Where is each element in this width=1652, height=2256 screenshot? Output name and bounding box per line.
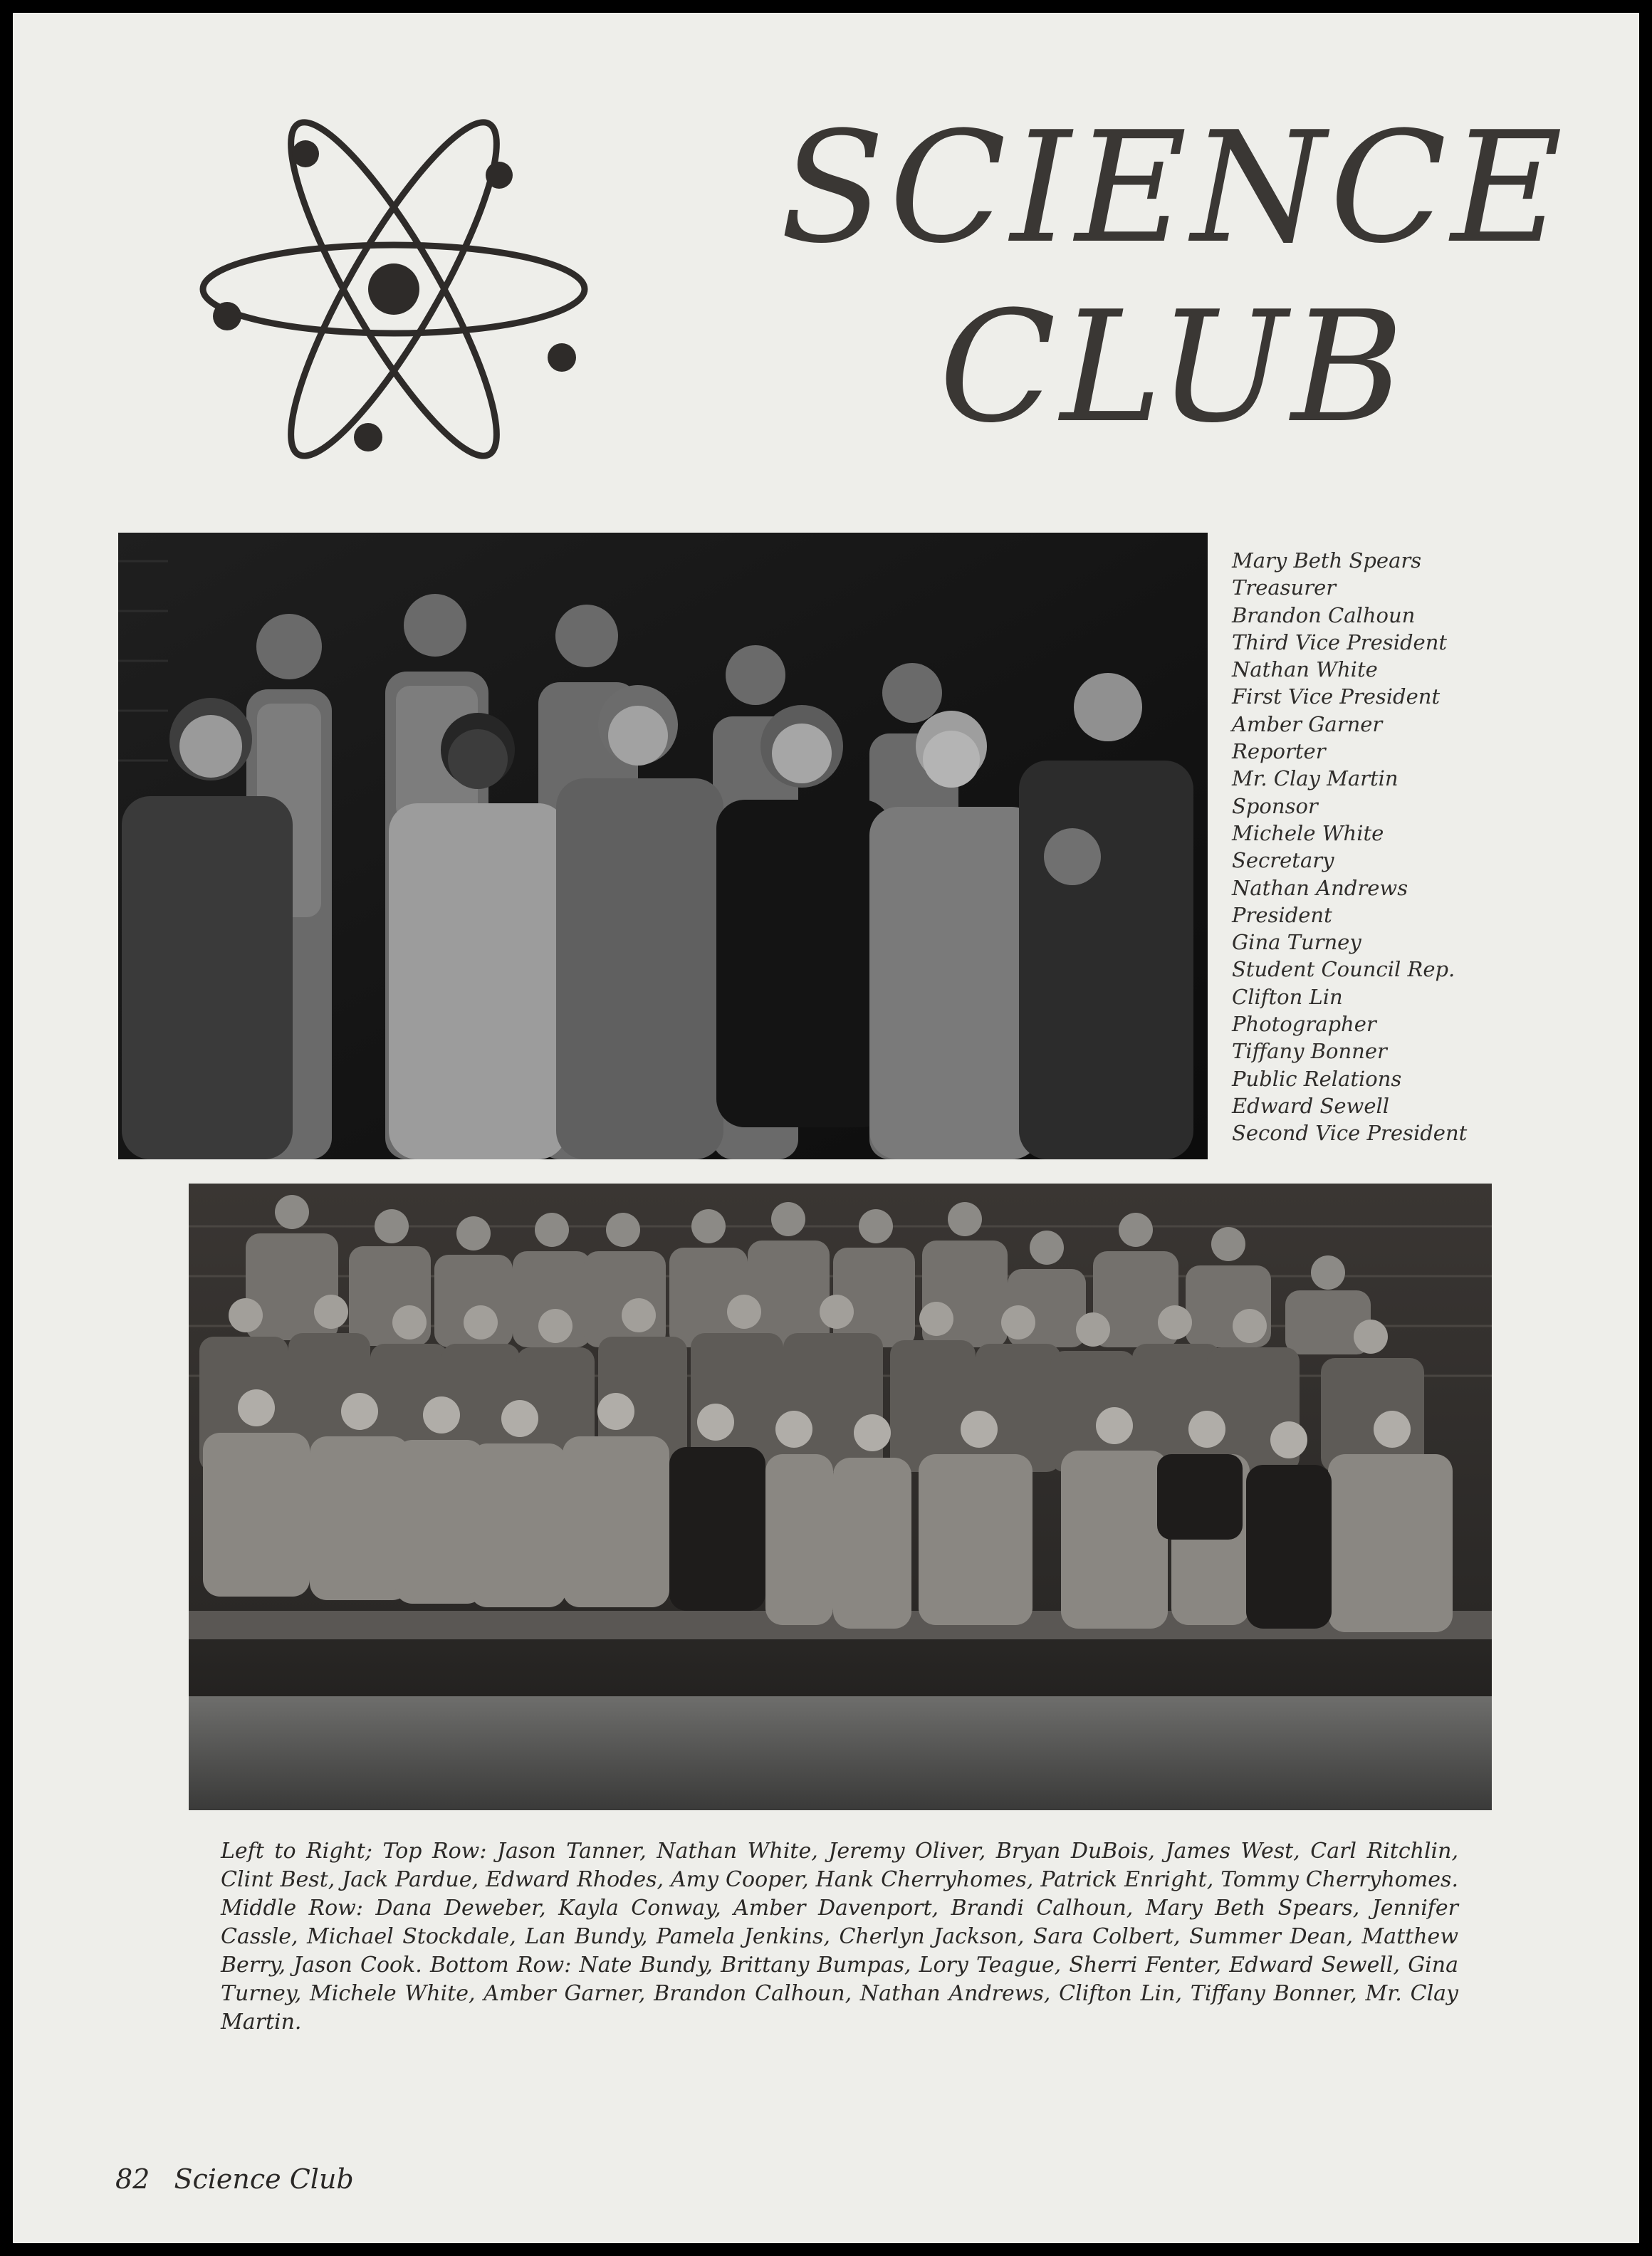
group-photo: [189, 1184, 1492, 1810]
atom-icon: [194, 105, 593, 476]
page-title: [760, 98, 1586, 457]
officer-role: Treasurer: [1232, 575, 1337, 600]
officer-role: Third Vice President: [1232, 630, 1448, 654]
section-name: Science Club: [174, 2163, 354, 2195]
yearbook-page: [13, 13, 1639, 2243]
officer-name: Michele White: [1232, 820, 1384, 845]
officer-name: Nathan White: [1232, 657, 1378, 682]
officers-photo: [118, 533, 1208, 1159]
officer-role: Student Council Rep.: [1232, 957, 1455, 982]
officer-role: Public Relations: [1232, 1066, 1402, 1091]
officer-role: Reporter: [1232, 739, 1326, 764]
title-line-1: SCIENCE: [780, 98, 1567, 277]
officer-name: Edward Sewell: [1232, 1093, 1390, 1118]
photo-caption: Left to Right; Top Row: Jason Tanner, Nathan White, Jeremy Oliver, Bryan DuBois, James West, Carl Ritchlin, Clint Best, Jack Pardue, Edward Rhodes, Amy Cooper, Hank Cherryhomes, Patrick Enright, Tommy Cherryhomes. Middle Row: Dana Deweber, Kayla Conway, Amber Davenport, Brandi Calhoun, Mary Beth Spears, Jennifer Cassle, Michael Stockdale, Lan Bundy, Pamela Jenkins, Cherlyn Jackson, Sara Colbert, Summer Dean, Matthew Berry, Jason Cook. Bottom Row: Nate Bundy, Brittany Bumpas, Lory Teague, Sherri Fenter, Edward Sewell, Gina Turney, Michele White, Amber Garner, Brandon Calhoun, Nathan Andrews, Clifton Lin, Tiffany Bonner, Mr. Clay Martin.: [221, 1839, 1458, 2035]
officer-name: Clifton Lin: [1232, 984, 1343, 1009]
officer-role: First Vice President: [1232, 684, 1441, 709]
title-line-2: CLUB: [939, 278, 1408, 456]
officer-role: Photographer: [1232, 1012, 1376, 1037]
page-number: 82: [115, 2163, 150, 2195]
officer-name: Amber Garner: [1232, 711, 1383, 736]
officer-name: Mr. Clay Martin: [1232, 766, 1399, 791]
officer-name: Brandon Calhoun: [1232, 602, 1416, 627]
officer-name: Mary Beth Spears: [1232, 548, 1422, 573]
officer-role: Sponsor: [1232, 793, 1318, 818]
officer-role: Second Vice President: [1232, 1121, 1468, 1146]
officer-role: President: [1232, 902, 1332, 927]
officer-name: Tiffany Bonner: [1232, 1039, 1387, 1064]
officer-roster: [1232, 547, 1616, 1147]
page-footer: [115, 2163, 354, 2195]
officer-name: Nathan Andrews: [1232, 875, 1408, 900]
officer-name: Gina Turney: [1232, 930, 1361, 955]
officer-role: Secretary: [1232, 848, 1334, 873]
